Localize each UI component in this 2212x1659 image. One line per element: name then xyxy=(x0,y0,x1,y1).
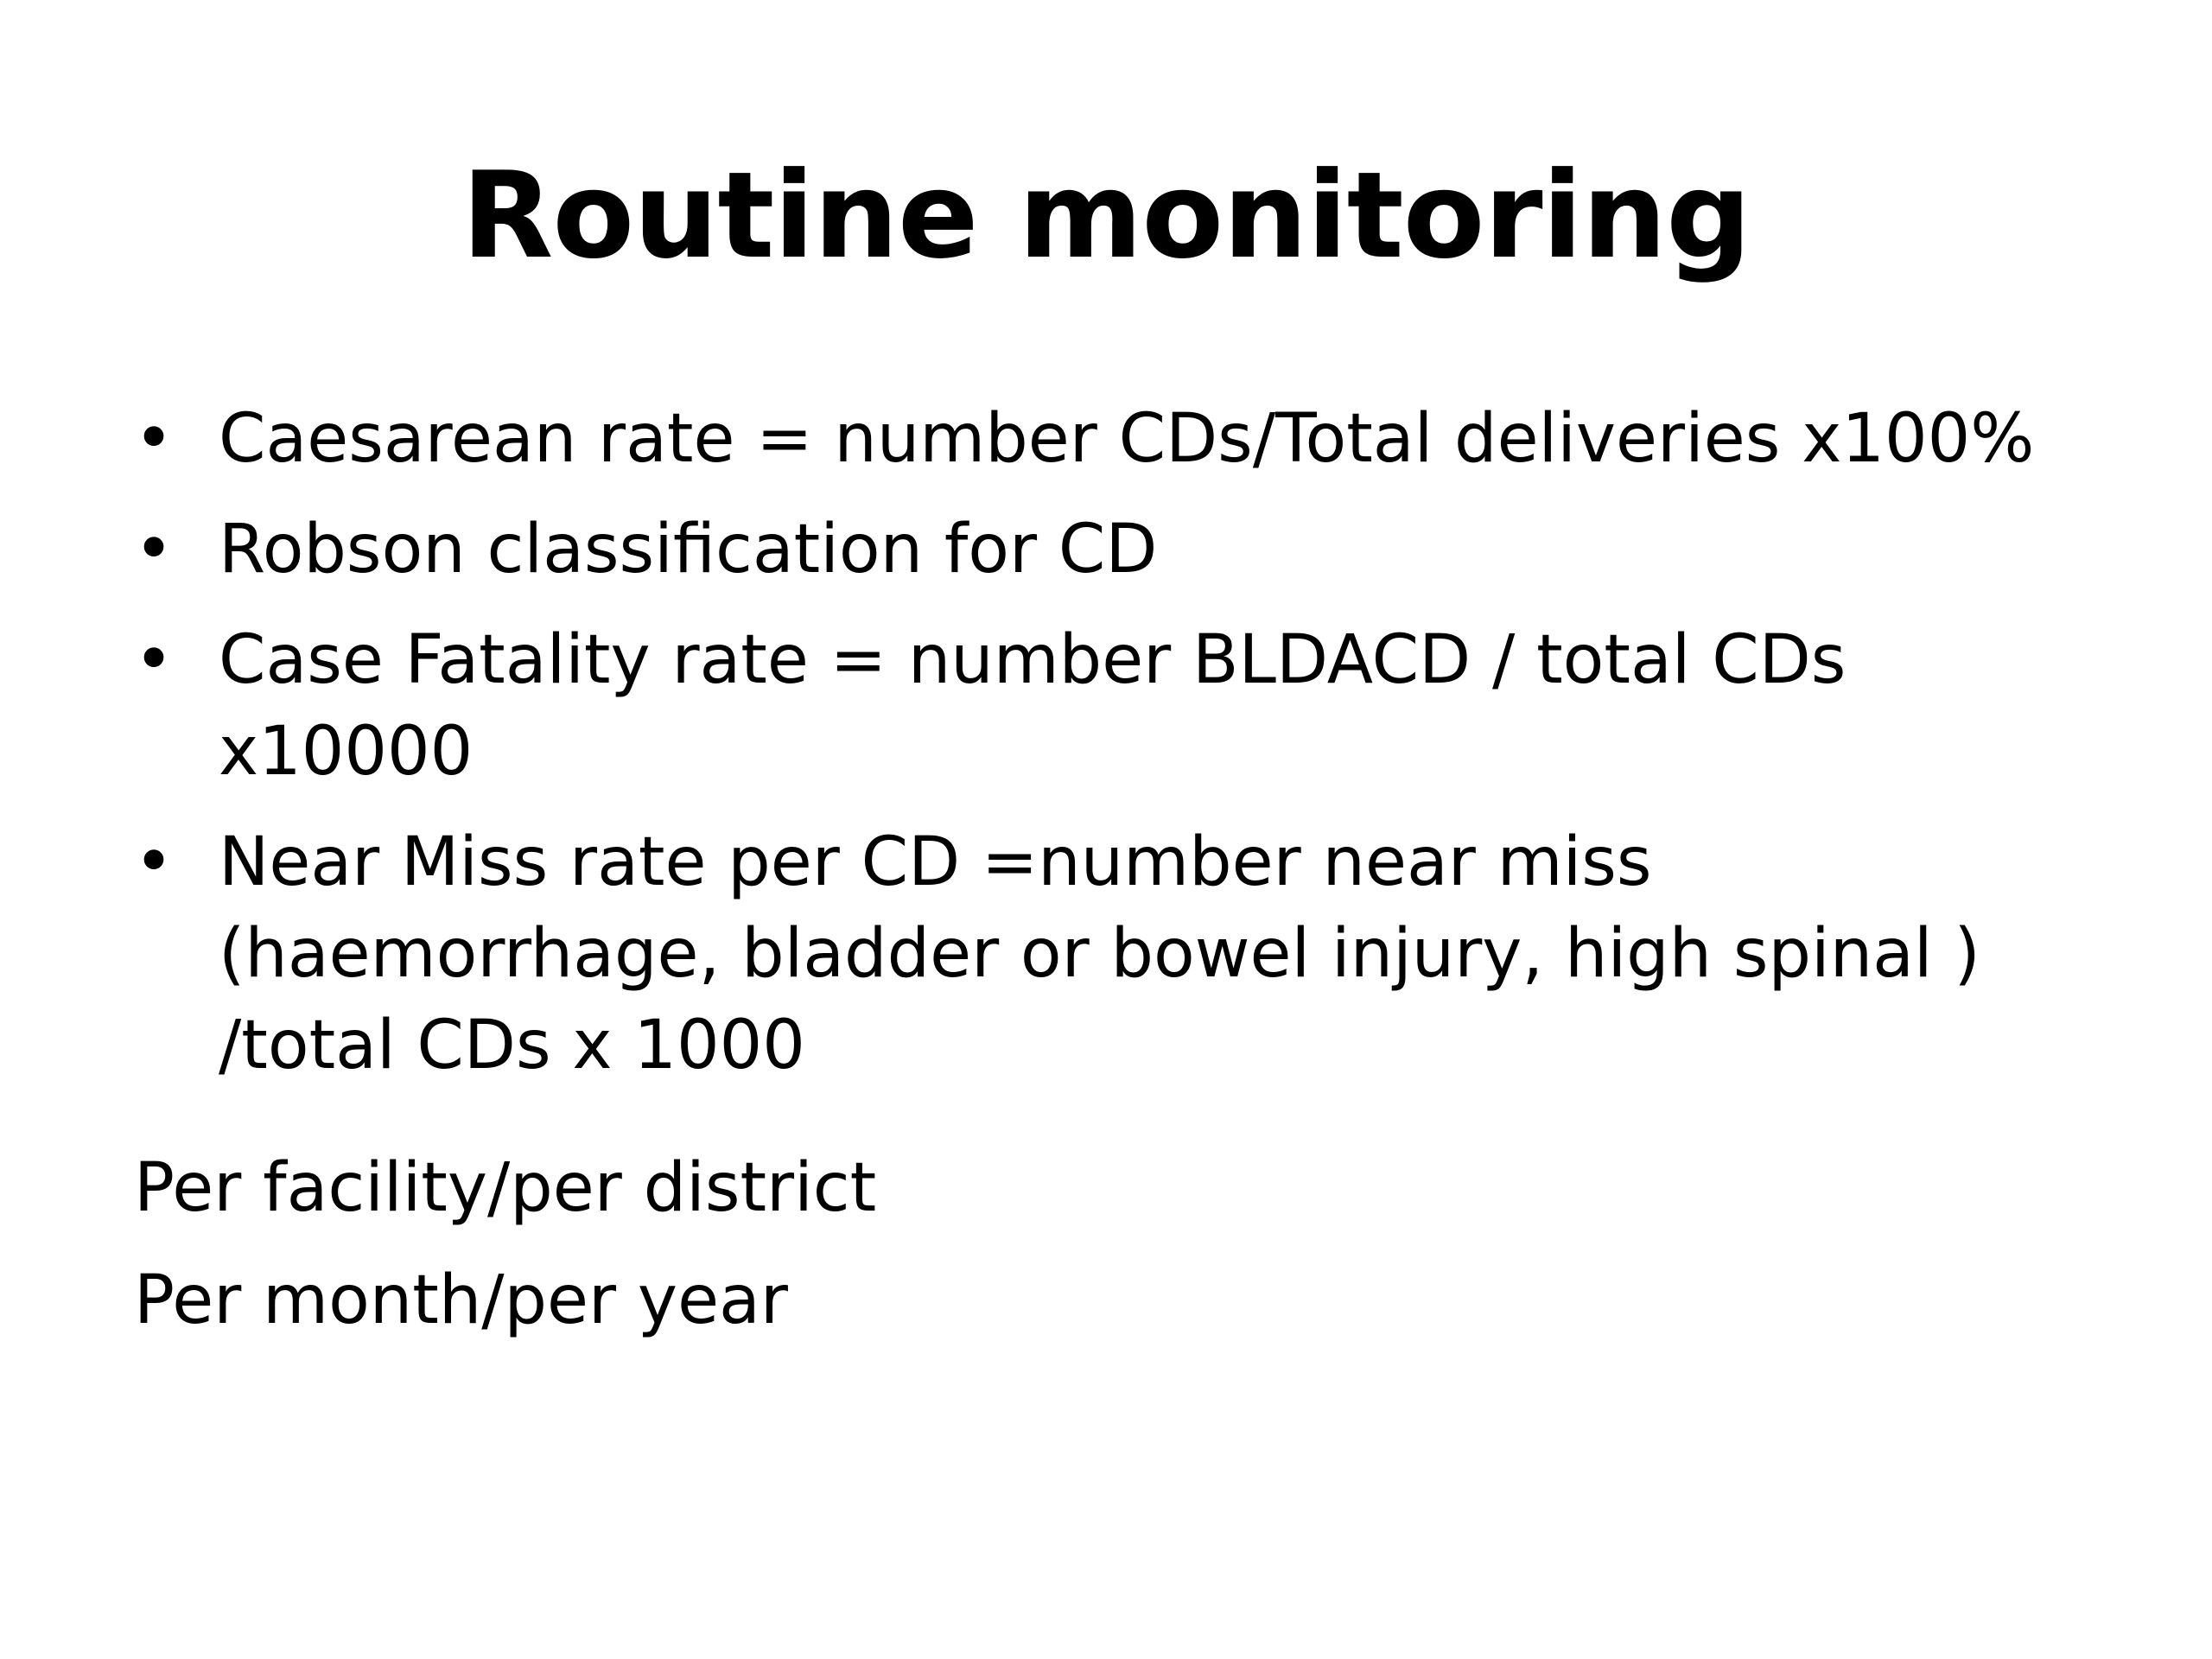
footer-notes xyxy=(134,1132,2121,1357)
bullet-item xyxy=(134,614,2121,798)
bullet-list xyxy=(134,393,2121,1110)
bullet-icon: • xyxy=(134,621,175,699)
footer-line-month-year: Per month/per year xyxy=(134,1262,788,1339)
bullet-icon: • xyxy=(134,511,175,588)
slide-title: Routine monitoring xyxy=(461,146,1751,285)
bullet-item xyxy=(134,504,2121,595)
bullet-item xyxy=(134,393,2121,485)
bullet-icon: • xyxy=(134,823,175,901)
bullet-text-robson-classification: Robson classification for CD xyxy=(219,511,1158,588)
bullet-icon: • xyxy=(134,400,175,478)
footer-line-facility-district: Per facility/per district xyxy=(134,1149,877,1227)
bullet-item xyxy=(134,817,2121,1091)
bullet-text-caesarean-rate: Caesarean rate = number CDs/Total deliveries x100% xyxy=(219,400,2035,478)
bullet-text-case-fatality-rate: Case Fatality rate = number BLDACD / total CDs x10000 xyxy=(219,621,1847,791)
bullet-text-near-miss-rate: Near Miss rate per CD =number near miss (haemorrhage, bladder or bowel injury, high spinal ) /total CDs x 1000 xyxy=(219,823,1980,1084)
